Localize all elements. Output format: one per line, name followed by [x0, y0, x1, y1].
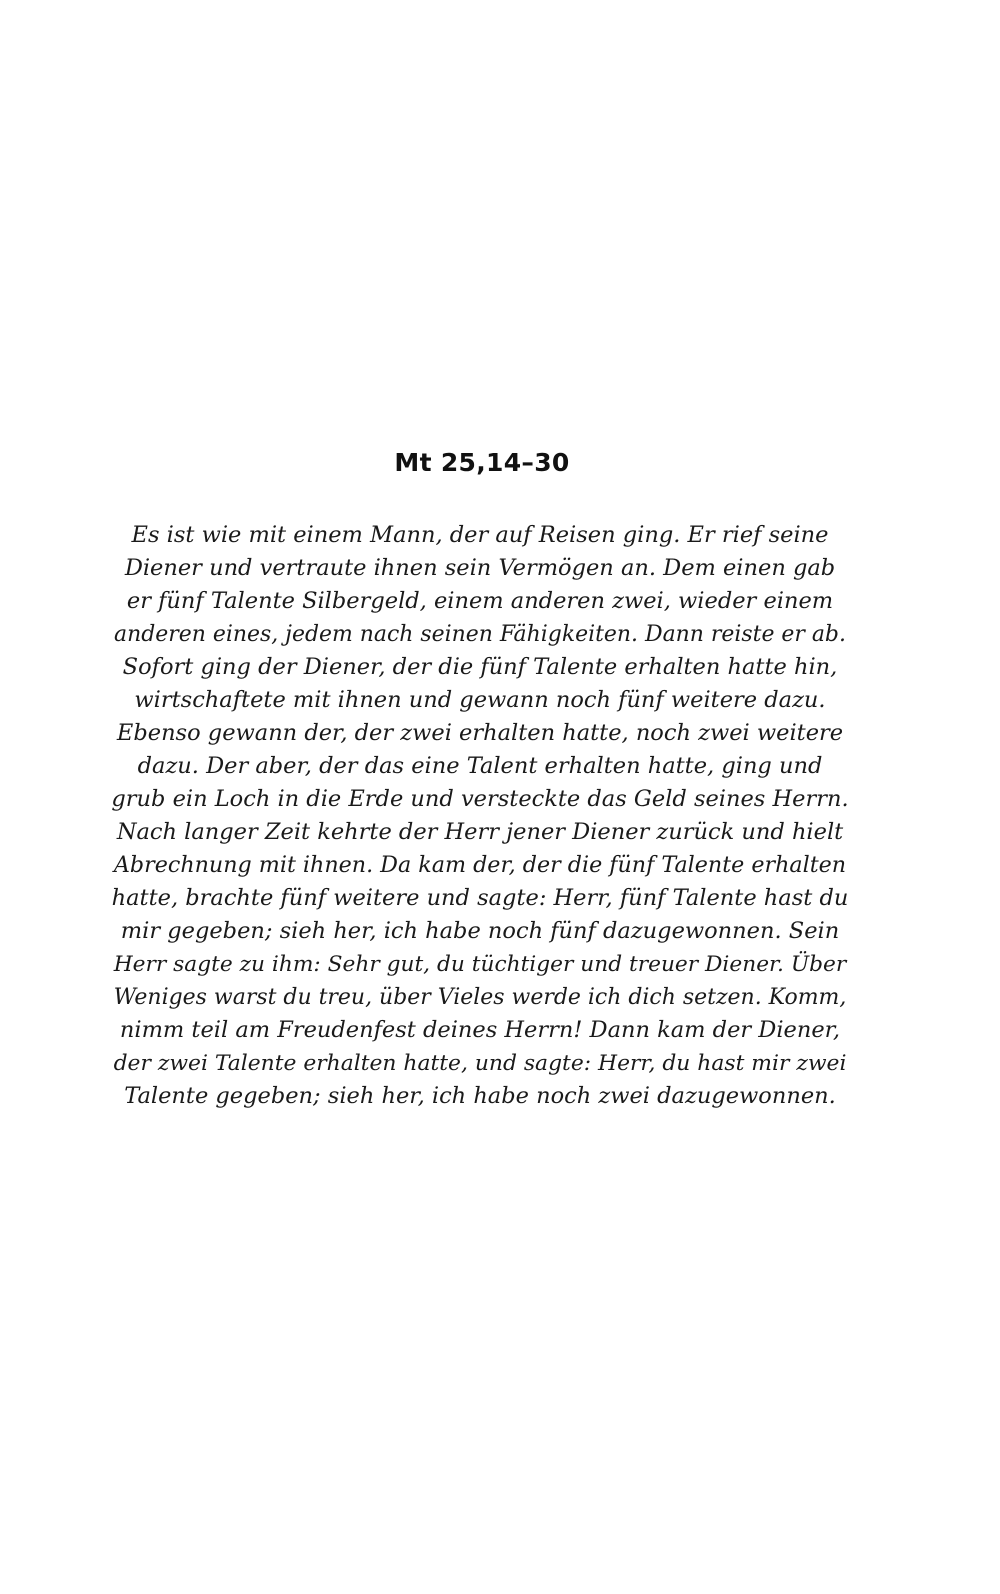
passage-line: mir gegeben; sieh her, ich habe noch fünf dazugewonnen. Sein [120, 918, 840, 944]
passage-text [110, 519, 850, 1113]
passage-line: Ebenso gewann der, der zwei erhalten hatte, noch zwei weitere [116, 720, 844, 746]
passage-line: Nach langer Zeit kehrte der Herr jener Diener zurück und hielt [116, 819, 844, 845]
passage-line: wirtschaftete mit ihnen und gewann noch fünf weitere dazu. [134, 687, 826, 713]
passage-line: Es ist wie mit einem Mann, der auf Reisen ging. Er rief seine [131, 522, 829, 548]
passage-line: nimm teil am Freudenfest deines Herrn! Dann kam der Diener, [119, 1017, 841, 1043]
passage-line: Abrechnung mit ihnen. Da kam der, der die fünf Talente erhalten [113, 852, 847, 878]
passage-line: hatte, brachte fünf weitere und sagte: Herr, fünf Talente hast du [111, 885, 849, 911]
passage-line: Sofort ging der Diener, der die fünf Talente erhalten hatte hin, [122, 654, 838, 680]
passage-line: Weniges warst du treu, über Vieles werde ich dich setzen. Komm, [113, 985, 847, 1010]
passage-line: der zwei Talente erhalten hatte, und sagte: Herr, du hast mir zwei [113, 1051, 847, 1076]
passage-line: Talente gegeben; sieh her, ich habe noch zwei dazugewonnen. [124, 1083, 836, 1109]
passage-line: dazu. Der aber, der das eine Talent erhalten hatte, ging und [137, 753, 823, 779]
passage-line: grub ein Loch in die Erde und versteckte das Geld seines Herrn. [111, 786, 849, 812]
passage-line: anderen eines, jedem nach seinen Fähigkeiten. Dann reiste er ab. [114, 622, 846, 647]
passage-line: er fünf Talente Silbergeld, einem anderen zwei, wieder einem [126, 588, 834, 614]
passage-line: Diener und vertraute ihnen sein Vermögen an. Dem einen gab [124, 555, 836, 581]
scripture-reference: Mt 25,14–30 [394, 448, 570, 477]
passage-line: Herr sagte zu ihm: Sehr gut, du tüchtiger und treuer Diener. Über [113, 952, 847, 977]
